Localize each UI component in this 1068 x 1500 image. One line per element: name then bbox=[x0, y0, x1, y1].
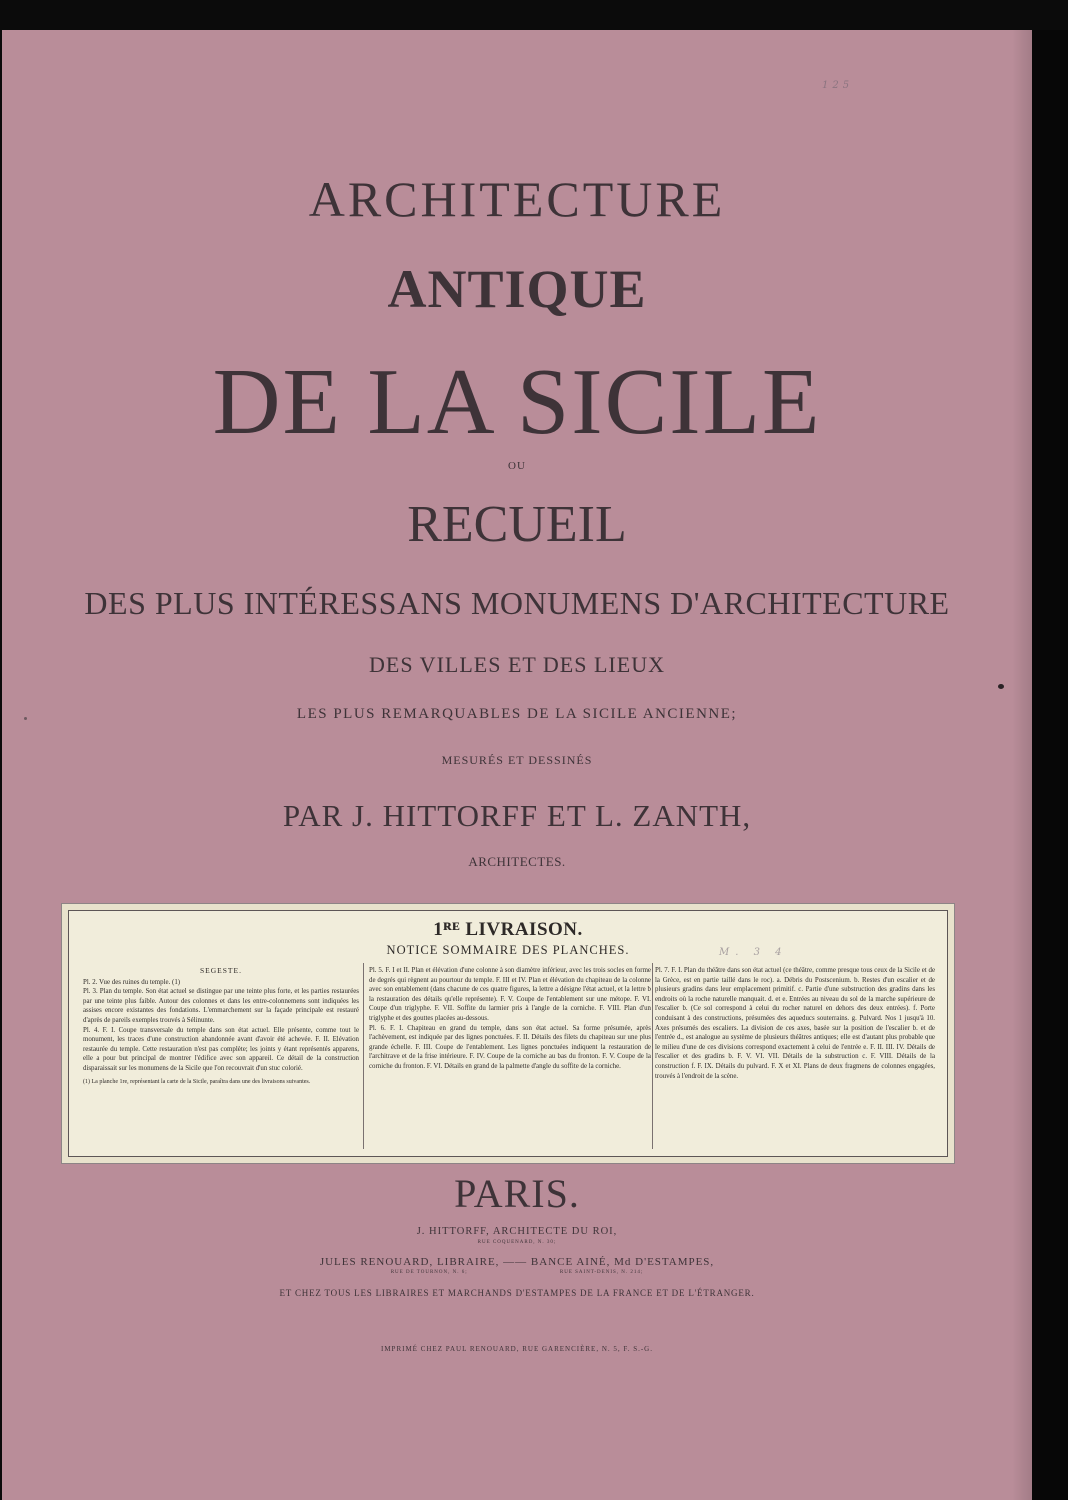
column-divider bbox=[652, 963, 653, 1149]
title-recueil: RECUEIL bbox=[407, 496, 627, 553]
publisher-hittorff: J. HITTORFF, ARCHITECTE DU ROI, bbox=[416, 1226, 618, 1237]
publisher-others: ET CHEZ TOUS LES LIBRAIRES ET MARCHANDS D'ESTAMPES DE LA FRANCE ET DE L'ÉTRANGER. bbox=[279, 1288, 755, 1298]
footnote: (1) La planche 1re, représentant la carte de la Sicile, paraîtra dans une des livraisons suivantes. bbox=[83, 1078, 311, 1085]
livraison-subtitle: NOTICE SOMMAIRE DES PLANCHES. bbox=[386, 943, 630, 957]
notice-column-3 bbox=[655, 966, 935, 1081]
subtitle-mesures: MESURÉS ET DESSINÉS bbox=[441, 753, 593, 767]
subtitle-villes: DES VILLES ET DES LIEUX bbox=[369, 652, 665, 677]
notice-entry: Pl. 2. Vue des ruines du temple. (1) bbox=[83, 978, 181, 986]
publisher-renouard-bance: JULES RENOUARD, LIBRAIRE, —— BANCE AINÉ, Md D'ESTAMPES, bbox=[319, 1256, 715, 1268]
printer-line: IMPRIMÉ CHEZ PAUL RENOUARD, RUE GARENCIÈRE, N. 5, F. S.-G. bbox=[381, 1345, 653, 1353]
ink-spot bbox=[24, 717, 27, 720]
title-antique: ANTIQUE bbox=[387, 259, 647, 319]
notice-column-1 bbox=[83, 966, 359, 1087]
imprint-city: PARIS. bbox=[454, 1171, 580, 1216]
notice-entry: Pl. 5. F. I et II. Plan et élévation d'une colonne à son diamètre inférieur, avec les trois socles en forme de degrés qui règnent au pourtour du temple. F. III et IV. Plan et élévation du chapiteau de la colonne avec son entablement (dans chacune de ces quatre figures, la lettre a désigne l'état actuel, et la lettre b la restauration des détails qu'elle représente). F. V. Coupe de l'entablement sur une métope. F. VI. Coupe d'un triglyphe. F. VII. Soffite du larmier pris à l'angle de la corniche. F. VIII. Plan d'un triglyphe et des gouttes placées au-dessous. bbox=[369, 967, 651, 1022]
authors-role: ARCHITECTES. bbox=[468, 854, 566, 869]
column-heading: SEGESTE. bbox=[200, 966, 242, 975]
pencil-scribble: M. 3 4 bbox=[719, 947, 788, 958]
notice-entry: Pl. 6. F. I. Chapiteau en grand du temple, dans son état actuel. Sa forme présumée, après l'achèvement, est indiquée par des lignes ponctuées. F. II. Détails des filets du chapiteau sur une plus grande échelle. F. III. Coupe de l'entablement. Les lignes ponctuées indiquent la restauration de l'architrave et de la frise intérieure. F. IV. Coupe de la corniche au bas du fronton. F. V. Coupe de la corniche du fronton. F. VI. Détails en grand de la palmette d'angle du soffite de la corniche. bbox=[369, 1024, 651, 1070]
publisher-hittorff-address: RUE COQUENARD, N. 30; bbox=[477, 1240, 557, 1245]
cover-page bbox=[2, 30, 1032, 1500]
title-architecture: ARCHITECTURE bbox=[308, 171, 726, 227]
publisher-renouard-bance-address: RUE DE TOURNON, N. 6; RUE SAINT-DENIS, N. 214; bbox=[390, 1270, 644, 1275]
notice-entry: Pl. 3. Plan du temple. Son état actuel se distingue par une teinte plus forte, et les parties restaurées par une teinte plus faible. Autour des colonnes et dans les entre-colonnemens sont indiquées les assises encore existantes des fondations. L'emmarchement sur la façade principale est restauré d'après de pareils exemples trouvés à Sélinunte. bbox=[83, 988, 359, 1024]
authors: PAR J. HITTORFF ET L. ZANTH, bbox=[282, 798, 752, 833]
subtitle-monumens: DES PLUS INTÉRESSANS MONUMENS D'ARCHITECTURE bbox=[84, 585, 950, 621]
pencil-note: 125 bbox=[822, 80, 854, 91]
scan-edge bbox=[1032, 30, 1068, 1500]
livraison-title: 1ᴿᴱ LIVRAISON. bbox=[433, 919, 583, 940]
title-ou: OU bbox=[508, 460, 526, 472]
livraison-label bbox=[68, 910, 948, 1157]
notice-column-2 bbox=[369, 966, 651, 1072]
notice-entry: Pl. 7. F. I. Plan du théâtre dans son état actuel (ce théâtre, comme presque tous ceux de la Sicile et de la Grèce, est en partie taillé dans le roc). a. Débris du Postscenium. b. Restes d'un escalier et de plusieurs gradins dans leur emplacement primitif. c. Partie d'une substruction des gradins dans les endroits où la roche naturelle manquait. d. et e. Entrées au niveau du sol de la marche supérieure de l'escalier b. (Ce sol correspond à celui du rocher naturel en dehors des deux entrées). f. Porte conduisant à des constructions, présumées des aqueducs souterrains. g. Pulvard. Nos 1 jusqu'à 10. Axes présumés des escaliers. La division de ces axes, basée sur la position de l'escalier b. et de l'entrée d., est analogue au système de plusieurs théâtres antiques; elle est d'autant plus probable que le milieu d'une de ces divisions correspond exactement à celui de l'entrée e. F. II. III. IV. Détails de l'escalier et des gradins b. F. V. VI. VII. Détails de la substruction c. F. VIII. Détails de la construction f. F. IX. Détails du pulvard. F. X et XI. Plans de deux fragmens de colonnes engagées, trouvés à l'endroit de la scène. bbox=[655, 967, 935, 1080]
column-divider bbox=[363, 963, 364, 1149]
ink-spot bbox=[998, 684, 1004, 689]
subtitle-remarquables: LES PLUS REMARQUABLES DE LA SICILE ANCIENNE; bbox=[296, 706, 738, 722]
title-de-la-sicile: DE LA SICILE bbox=[212, 350, 822, 454]
notice-entry: Pl. 4. F. I. Coupe transversale du temple dans son état actuel. Elle présente, comme tout le monument, les traces d'une construction abandonnée avant d'avoir été achevée. F. II. Elévation restaurée du temple. Cette restauration n'est pas complète; les joints y étant représentés apparens, elle a pour but principal de montrer l'édifice avec son appareil. Ce détail de la construction disparaissait sur les monumens de la Sicile que l'on recouvrait d'un stuc colorié. bbox=[83, 1026, 359, 1072]
